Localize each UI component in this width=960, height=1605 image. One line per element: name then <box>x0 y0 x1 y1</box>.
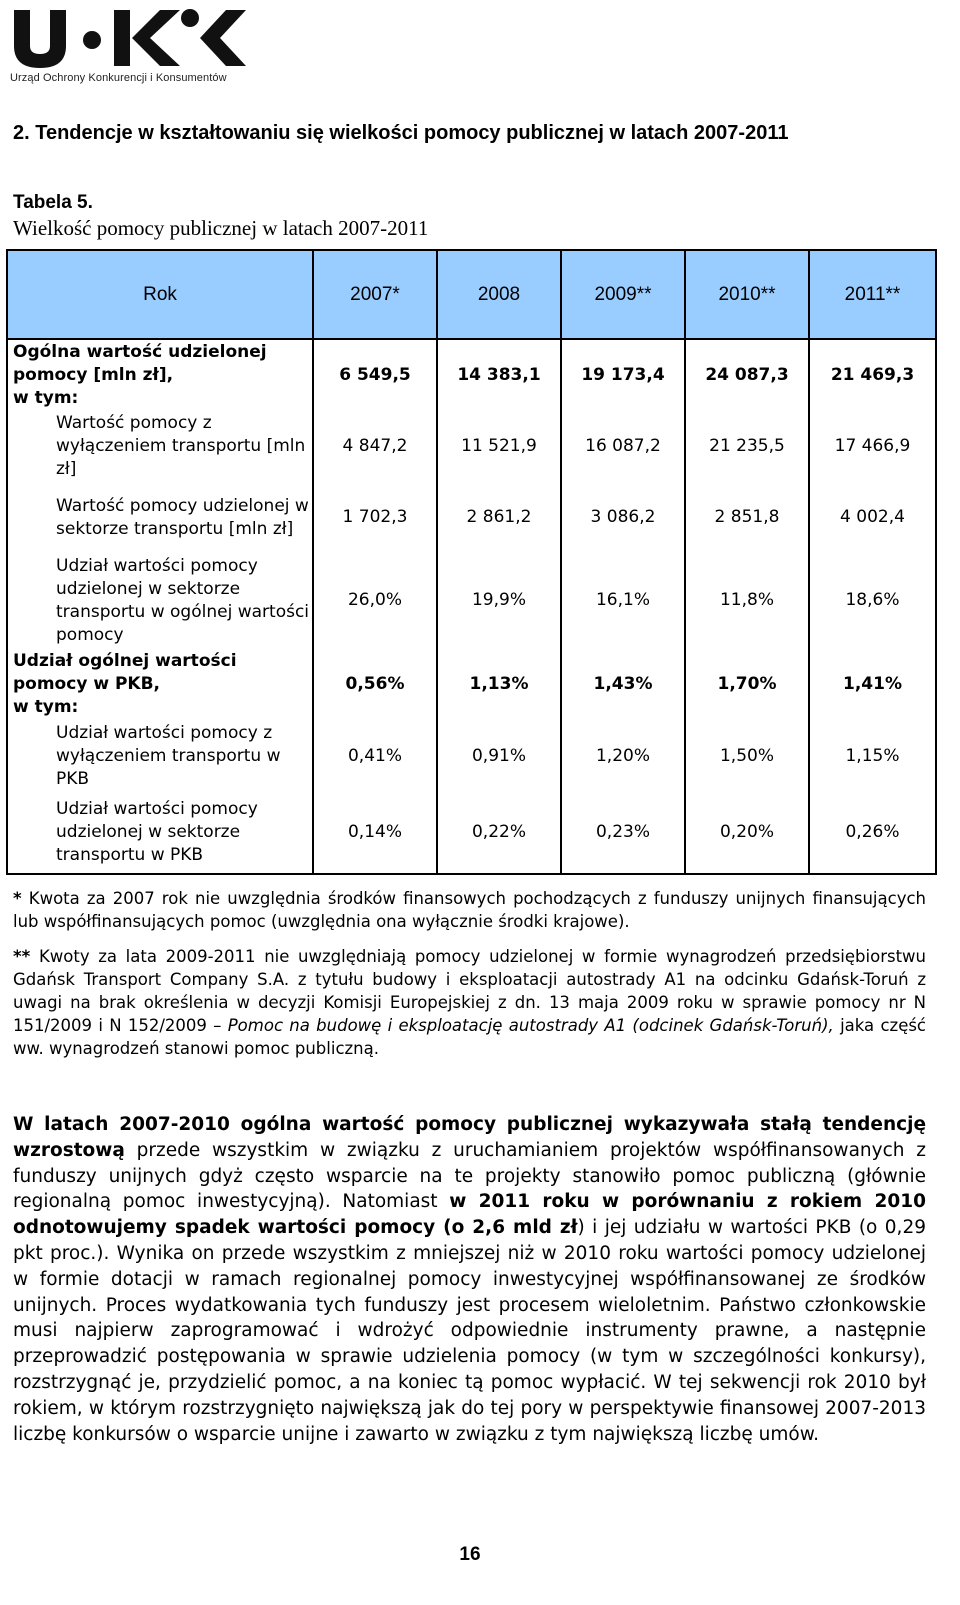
footnote-2 <box>13 945 926 1060</box>
header-year-2011: 2011** <box>809 250 936 339</box>
table-cell: 16 087,2 <box>561 411 685 482</box>
table-cell: 18,6% <box>809 553 936 648</box>
table-cell: 1,13% <box>437 648 561 720</box>
table-cell: 19 173,4 <box>561 339 685 411</box>
table-cell: 11,8% <box>685 553 809 648</box>
table-cell: 0,23% <box>561 792 685 874</box>
table-cell: 0,56% <box>313 648 437 720</box>
table-cell: 21 469,3 <box>809 339 936 411</box>
table-cell: 4 847,2 <box>313 411 437 482</box>
body-bold-2: w 2011 roku w porównaniu z rokiem 2010 odnotowujemy spadek wartości pomocy (o 2,6 mld zł <box>13 1191 926 1239</box>
body-text-1: przede wszystkim w związku z uruchamianiem projektów współfinansowanych z funduszy unijnych gdyż często wsparcie na te projekty stanowiło pomoc publiczną (głównie regionalną pomoc inwestycyjną). Natomiast <box>13 1139 926 1213</box>
row-label <box>7 339 313 411</box>
footnote-1-text: Kwota za 2007 rok nie uwzględnia środków finansowych pochodzących z funduszy unijnych finansujących lub współfinansujących pomoc (uwzględnia ona wyłącznie środki krajowe). <box>13 889 926 931</box>
table-cell: 26,0% <box>313 553 437 648</box>
footnote-1-marker: * <box>13 889 22 908</box>
row-label: Udział wartości pomocy udzielonej w sektorze transportu w ogólnej wartości pomocy <box>7 553 313 648</box>
header-year-2007: 2007* <box>313 250 437 339</box>
header-year-2008: 2008 <box>437 250 561 339</box>
table-cell: 2 861,2 <box>437 482 561 553</box>
table-header-row <box>7 250 936 339</box>
table-cell: 2 851,8 <box>685 482 809 553</box>
footnote-1 <box>13 887 926 933</box>
table-cell: 0,14% <box>313 792 437 874</box>
row-label <box>7 648 313 720</box>
table-cell: 1,15% <box>809 720 936 792</box>
table-caption: Wielkość pomocy publicznej w latach 2007-2011 <box>13 216 429 240</box>
section-heading: 2. Tendencje w kształtowaniu się wielkości pomocy publicznej w latach 2007-2011 <box>13 122 789 144</box>
table-cell: 4 002,4 <box>809 482 936 553</box>
row-label-extra: w tym: <box>13 696 79 717</box>
table-cell: 1,70% <box>685 648 809 720</box>
header-year-2010: 2010** <box>685 250 809 339</box>
row-label-extra: w tym: <box>13 388 79 408</box>
table-cell: 17 466,9 <box>809 411 936 482</box>
table-row <box>7 553 936 648</box>
table-cell: 1,43% <box>561 648 685 720</box>
row-label-text: Ogólna wartość udzielonej pomocy [mln zł], <box>13 342 267 385</box>
table-cell: 11 521,9 <box>437 411 561 482</box>
body-paragraph <box>13 1112 926 1447</box>
table-cell: 0,41% <box>313 720 437 792</box>
table-row <box>7 720 936 792</box>
public-aid-table <box>6 249 937 875</box>
row-label-text: Udział ogólnej wartości pomocy w PKB, <box>13 650 237 694</box>
table-cell: 14 383,1 <box>437 339 561 411</box>
body-text-2: ) i jej udziału w wartości PKB (o 0,29 pkt proc.). Wynika on przede wszystkim z mniejszej niż w 2010 roku wartości pomocy udzielonej w formie dotacji w ramach regionalnej pomocy inwestycyjnej współfinansowanej ze środków unijnych. Proces wydatkowania tych funduszy jest procesem wieloletnim. Państwo członkowskie musi najpierw zaprogramować i wdrożyć odpowiednie instrumenty prawne, a następnie przeprowadzić postępowania w sprawie udzielenia pomocy (w tym w szczególności konkursy), rozstrzygnąć je, przydzielić pomoc, a na koniec tą pomoc wypłacić. W tej sekwencji rok 2010 był rokiem, w którym rozstrzygnięto największą jak do tej pory w perspektywie finansowej 2007-2013 liczbę konkursów o wsparcie unijne i zawarto w związku z tym największą liczbę umów. <box>13 1217 926 1445</box>
uokik-logo <box>10 2 250 88</box>
table-cell: 24 087,3 <box>685 339 809 411</box>
table-row <box>7 648 936 720</box>
header-year-2009: 2009** <box>561 250 685 339</box>
table-cell: 19,9% <box>437 553 561 648</box>
table-cell: 0,22% <box>437 792 561 874</box>
row-label: Wartość pomocy z wyłączeniem transportu [mln zł] <box>7 411 313 482</box>
row-label: Udział wartości pomocy udzielonej w sektorze transportu w PKB <box>7 792 313 874</box>
row-label: Udział wartości pomocy z wyłączeniem transportu w PKB <box>7 720 313 792</box>
logo-caption: Urząd Ochrony Konkurencji i Konsumentów <box>10 72 227 84</box>
uokik-logo-mark <box>10 2 250 70</box>
table-cell: 21 235,5 <box>685 411 809 482</box>
page-number: 16 <box>459 1544 481 1565</box>
table-cell: 0,20% <box>685 792 809 874</box>
table-row <box>7 482 936 553</box>
table-row <box>7 339 936 411</box>
table-cell: 1 702,3 <box>313 482 437 553</box>
table-cell: 6 549,5 <box>313 339 437 411</box>
table-cell: 3 086,2 <box>561 482 685 553</box>
table-label: Tabela 5. <box>13 192 93 213</box>
footnote-2-text: Kwoty za lata 2009-2011 nie uwzględniają pomocy udzielonej w formie wynagrodzeń przedsiębiorstwu Gdańsk Transport Company S.A. z tytułu budowy i eksploatacji autostrady A1 na odcinku Gdańsk-Toruń z uwagi na brak określenia w decyzji Komisji Europejskiej z dn. 13 maja 2009 roku w sprawie pomocy nr N 151/2009 i N 152/2009 – <box>13 947 927 1035</box>
table-cell: 0,26% <box>809 792 936 874</box>
table-row <box>7 411 936 482</box>
footnote-2-italic: Pomoc na budowę i eksploatację autostrady A1 (odcinek Gdańsk-Toruń), <box>227 1016 834 1035</box>
table-cell: 0,91% <box>437 720 561 792</box>
table-row <box>7 792 936 874</box>
table-cell: 16,1% <box>561 553 685 648</box>
table-cell: 1,41% <box>809 648 936 720</box>
footnote-2-marker: ** <box>13 947 31 966</box>
footnote-2-text-end: jaka część ww. wynagrodzeń stanowi pomoc publiczną. <box>13 1016 927 1058</box>
body-bold-1: W latach 2007-2010 ogólna wartość pomocy publicznej wykazywała stałą tendencję wzrostową <box>13 1114 926 1161</box>
table-cell: 1,20% <box>561 720 685 792</box>
header-year-label: Rok <box>7 250 313 339</box>
row-label: Wartość pomocy udzielonej w sektorze transportu [mln zł] <box>7 482 313 553</box>
table-cell: 1,50% <box>685 720 809 792</box>
